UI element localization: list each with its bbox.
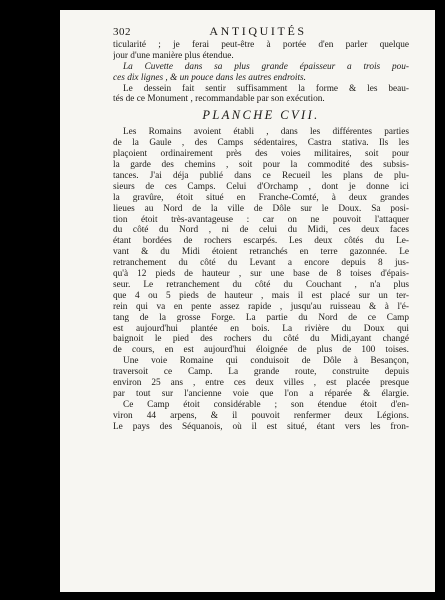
text-line: Le dessein fait sentir suffisamment la forme & les beau-	[123, 83, 409, 94]
text-line: la gravûre, étoit situé en Franche-Comté, à deux grandes	[113, 192, 409, 203]
text-line: de cours, en est aujourd'hui éloignée de plus de 100 toises.	[113, 345, 409, 356]
text-line: vant & du Midi étoient retranchés en terre gazonnée. Le	[113, 247, 409, 258]
paragraph-6	[113, 400, 409, 433]
text-line: tances. J'ai déja publié dans ce Recueil les plans de plu-	[113, 170, 409, 181]
paragraph-2	[113, 62, 409, 84]
text-line: de la Gaule , des Camps sédentaires, Castra stativa. Ils les	[113, 138, 409, 149]
text-line: plaçoient ordinairement près des voies militaires, soit pour	[113, 149, 409, 160]
text-line: tion étoit très-avantageuse : car on ne pouvoit l'attaquer	[113, 214, 409, 225]
paragraph-3	[113, 84, 409, 106]
text-line: étant bordées de rochers escarpés. Les deux côtés du Le-	[113, 236, 409, 247]
plate-title: PLANCHE CVII.	[202, 108, 320, 123]
page-text	[113, 26, 409, 433]
text-line: du côté du Nord , ni de celui du Midi, ces deux faces	[113, 225, 409, 236]
text-line: la garde des chemins , soit pour la commodité des subsis-	[113, 159, 409, 170]
text-line: Les Romains avoient établi , dans les différentes parties	[123, 127, 409, 138]
text-line: baignoit le pied des rochers du côté du Midi,ayant changé	[113, 334, 409, 345]
text-line: environ 25 ans , entre ces deux villes , est placée presque	[113, 378, 409, 389]
text-line: La Cuvette dans sa plus grande épaisseur a trois pou-	[123, 61, 409, 72]
paragraph-1	[113, 40, 409, 62]
paragraph-4	[113, 127, 409, 356]
page-number: 302	[113, 26, 131, 38]
text-line: lieues au Nord de la ville de Dôle sur le Doux. Sa posi-	[113, 203, 409, 214]
text-line: Une voie Romaine qui conduisoit de Dôle à Besançon,	[123, 356, 409, 367]
book-page	[60, 10, 435, 592]
text-line: jour d'une manière plus étendue.	[113, 50, 234, 61]
text-line: seur. Le retranchement du côté du Couchant , n'a plus	[113, 279, 409, 290]
text-line: que 4 ou 5 pieds de hauteur , mais il est placé sur un ter-	[113, 290, 409, 301]
text-line: ces dix lignes , & un pouce dans les autres endroits.	[113, 72, 306, 83]
text-line: viron 44 arpens, & il pouvoit renfermer deux Légions.	[113, 410, 409, 421]
text-line: par tout sur l'ancienne voie que l'on a réparée & élargie.	[113, 389, 409, 399]
text-line: traversoit ce Camp. La grande route, construite depuis	[113, 367, 409, 378]
text-line: sieurs de ces Camps. Celui d'Orchamp , dont je donne ici	[113, 181, 409, 192]
text-line: tés de ce Monument , recommandable par son exécution.	[113, 94, 325, 105]
text-line: tang de la grosse Forge. La partie du Nord de ce Camp	[113, 312, 409, 323]
text-line: qu'à 12 pieds de hauteur , sur une base de 8 toises d'épais-	[113, 269, 409, 280]
running-title: ANTIQUITÉS	[209, 24, 307, 38]
text-line: rein qui va en pente assez rapide , jusqu'au ruisseau & à l'é-	[113, 301, 409, 312]
text-line: Le pays des Séquanois, où il est situé, étant vers les fron-	[113, 421, 409, 432]
text-line: est aujourd'hui plantée en bois. La rivière du Doux qui	[113, 323, 409, 334]
text-line: Ce Camp étoit considérable ; son étendue étoit d'en-	[123, 399, 409, 410]
paragraph-5	[113, 356, 409, 400]
text-line: retranchement du côté du Levant a encore depuis 8 jus-	[113, 258, 409, 269]
text-line: ticularité ; je ferai peut-être à portée d'en parler quelque	[113, 39, 409, 50]
page-header	[113, 26, 409, 38]
